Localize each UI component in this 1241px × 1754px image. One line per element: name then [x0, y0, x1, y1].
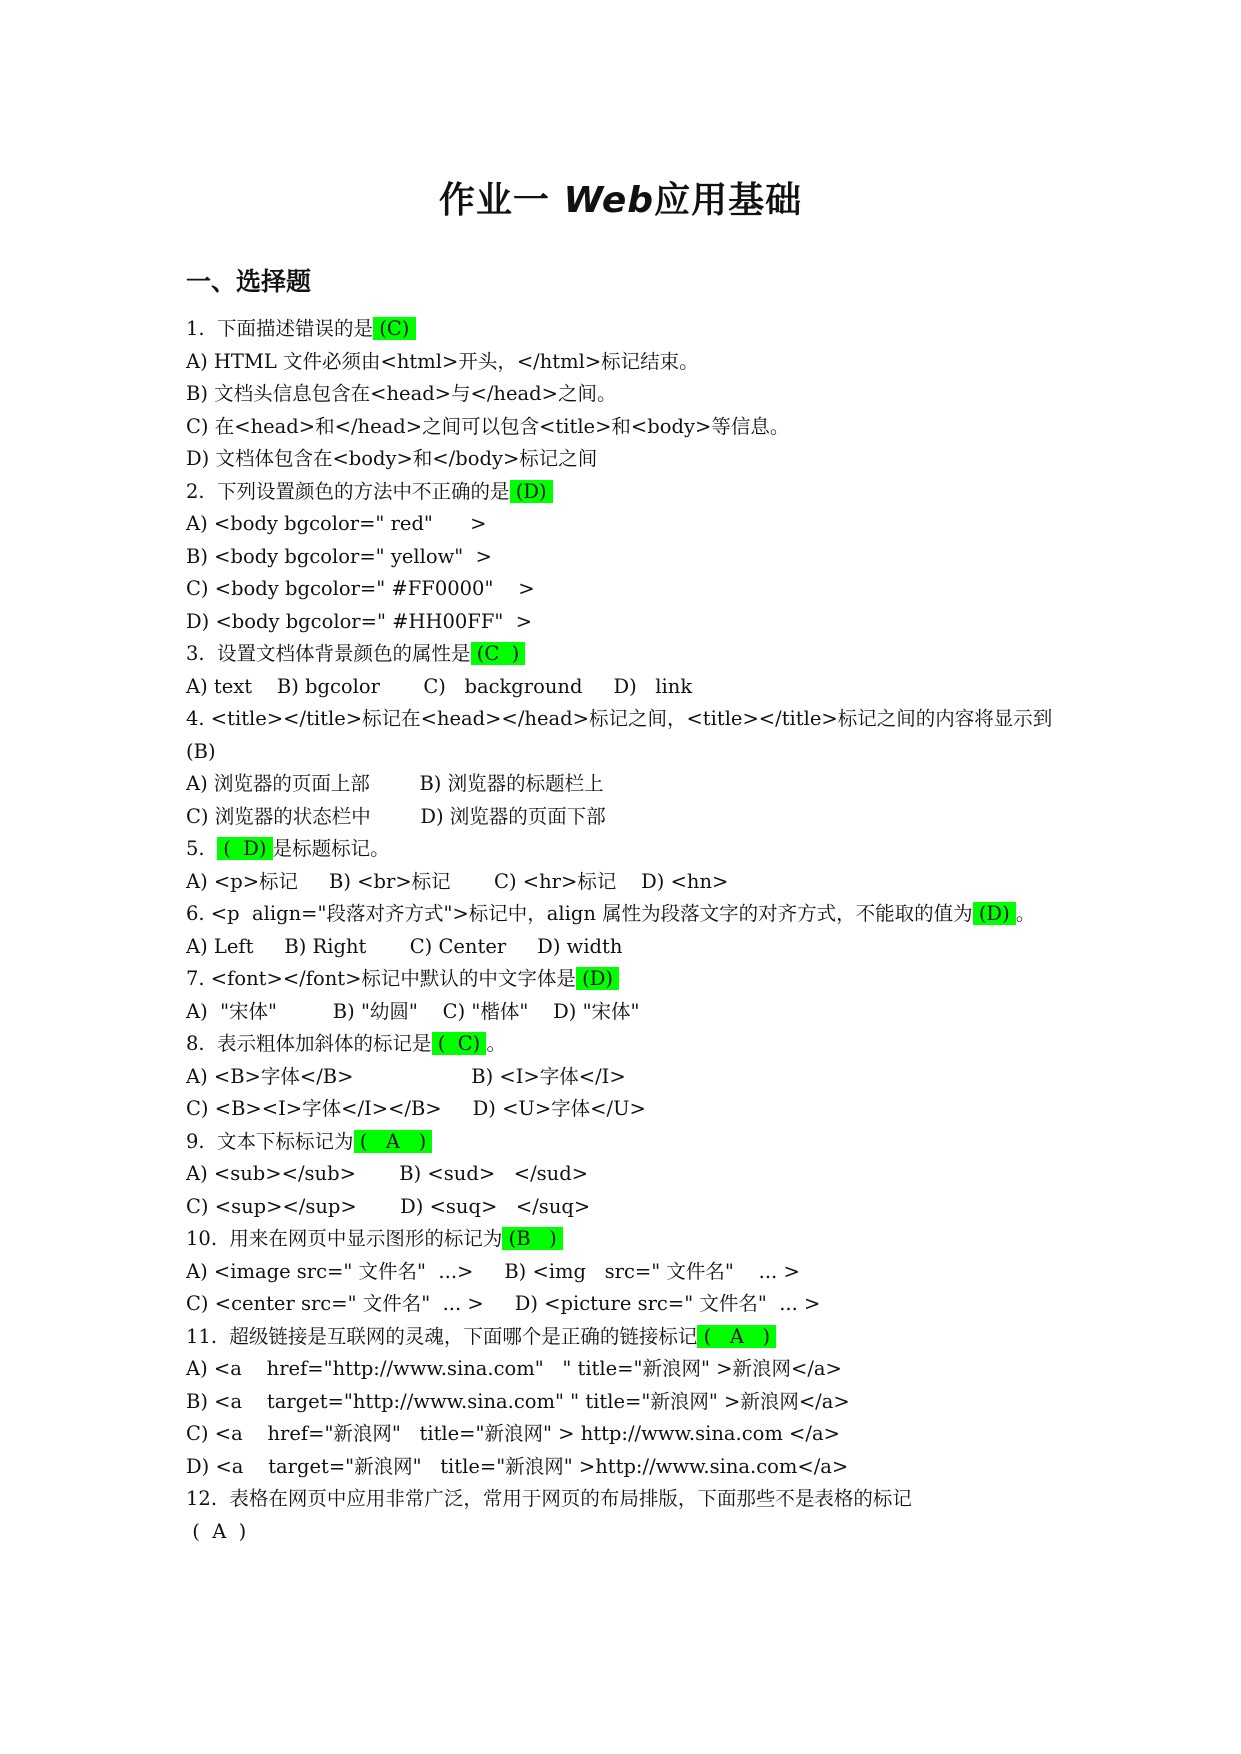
line-text: 11. 超级链接是互联网的灵魂，下面哪个是正确的链接标记: [186, 1324, 698, 1348]
question-line: [186, 801, 1066, 834]
question-line: [186, 1191, 1066, 1224]
line-text: B) <a target="http://www.sina.com" " title="新浪网" >新浪网</a>: [186, 1389, 850, 1413]
answer-highlight: (C ): [470, 642, 526, 665]
question-line: [186, 1093, 1066, 1126]
line-text: A) <p>标记 B) <br>标记 C) <hr>标记 D) <hn>: [186, 869, 729, 893]
line-text: 12. 表格在网页中应用非常广泛，常用于网页的布局排版，下面那些不是表格的标记: [186, 1487, 912, 1510]
question-line: [186, 1028, 1066, 1061]
line-text: A) <image src=" 文件名" ...> B) <img src=" 文件名" ... >: [186, 1259, 800, 1283]
question-line: [186, 996, 1066, 1029]
line-text: A) Left B) Right C) Center D) width: [186, 934, 623, 958]
line-text: 2. 下列设置颜色的方法中不正确的是: [186, 479, 510, 503]
page-title: [0, 172, 1241, 223]
answer-highlight: (C): [373, 317, 416, 340]
line-text: C) <a href="新浪网" title="新浪网" > http://www.sina.com </a>: [186, 1422, 840, 1445]
question-line: [186, 1256, 1066, 1289]
line-text: 1. 下面描述错误的是: [186, 317, 374, 340]
question-line: [186, 411, 1066, 444]
line-text: 10. 用来在网页中显示图形的标记为: [186, 1227, 503, 1250]
line-text: A) <body bgcolor=" red" >: [186, 512, 487, 535]
question-line: [186, 1288, 1066, 1321]
line-text: C) <body bgcolor=" #FF0000" >: [186, 577, 535, 600]
answer-highlight: ( C): [431, 1032, 487, 1055]
line-text: A) <B>字体</B> B) <I>字体</I>: [186, 1064, 626, 1088]
line-text: D) 文档体包含在<body>和</body>标记之间: [186, 447, 598, 470]
line-text: A) HTML 文件必须由<html>开头，</html>标记结束。: [186, 349, 699, 373]
line-suffix: 。: [486, 1032, 506, 1055]
question-list: [186, 313, 1066, 1548]
line-text: 6. <p align="段落对齐方式">标记中，align 属性为段落文字的对齐方式，不能取的值为: [186, 902, 973, 925]
line-text: ( A ): [186, 1519, 247, 1543]
answer-highlight: (B ): [502, 1227, 563, 1250]
question-line: [186, 866, 1066, 899]
line-text: A) text B) bgcolor C) background D) link: [186, 674, 693, 698]
line-text: 8. 表示粗体加斜体的标记是: [186, 1032, 432, 1055]
question-line: [186, 703, 1066, 768]
answer-highlight: (D): [972, 902, 1016, 925]
title-web: Web: [563, 180, 655, 221]
question-line: [186, 898, 1066, 931]
question-line: [186, 931, 1066, 964]
question-line: [186, 313, 1066, 346]
question-line: [186, 476, 1066, 509]
answer-highlight: (D): [575, 967, 620, 990]
line-text: 9. 文本下标标记为: [186, 1129, 354, 1153]
question-line: [186, 1321, 1066, 1354]
line-text: 7. <font></font>标记中默认的中文字体是: [186, 967, 576, 990]
question-line: [186, 671, 1066, 704]
line-text: A) <sub></sub> B) <sud> </sud>: [186, 1162, 589, 1185]
question-line: [186, 508, 1066, 541]
line-text: A) "宋体" B) "幼圆" C) "楷体" D) "宋体": [186, 999, 640, 1023]
line-text: C) 在<head>和</head>之间可以包含<title>和<body>等信息。: [186, 414, 790, 438]
question-line: [186, 1158, 1066, 1191]
line-text: D) <body bgcolor=" #HH00FF" >: [186, 609, 533, 633]
question-line: [186, 1223, 1066, 1256]
line-suffix: 是标题标记。: [272, 837, 390, 860]
section-heading: 一、选择题: [186, 267, 312, 296]
answer-highlight: ( D): [217, 837, 273, 860]
question-line: [186, 1483, 1066, 1516]
line-text: 3. 设置文档体背景颜色的属性是: [186, 642, 471, 665]
question-line: [186, 1353, 1066, 1386]
line-text: B) <body bgcolor=" yellow" >: [186, 544, 492, 568]
question-line: [186, 638, 1066, 671]
line-text: 4. <title></title>标记在<head></head>标记之间，<title></title>标记之间的内容将显示到 (B): [186, 707, 1059, 763]
line-text: A) 浏览器的页面上部 B) 浏览器的标题栏上: [186, 772, 604, 795]
question-line: [186, 541, 1066, 574]
question-line: [186, 833, 1066, 866]
question-line: [186, 1126, 1066, 1159]
title-suffix: 应用基础: [654, 180, 803, 221]
line-text: A) <a href="http://www.sina.com" " title="新浪网" >新浪网</a>: [186, 1357, 842, 1380]
title-prefix: 作业一: [438, 180, 564, 221]
question-line: [186, 1451, 1066, 1484]
line-text: C) <sup></sup> D) <suq> </suq>: [186, 1194, 591, 1218]
question-line: [186, 963, 1066, 996]
question-line: [186, 378, 1066, 411]
line-text: 5.: [186, 837, 218, 860]
line-text: C) <B><I>字体</I></B> D) <U>字体</U>: [186, 1097, 646, 1120]
line-suffix: 。: [1015, 902, 1036, 925]
question-line: [186, 443, 1066, 476]
answer-highlight: ( A ): [353, 1129, 433, 1153]
line-text: D) <a target="新浪网" title="新浪网" >http://www.sina.com</a>: [186, 1454, 849, 1478]
question-line: [186, 346, 1066, 379]
question-line: [186, 573, 1066, 606]
answer-highlight: (D): [509, 479, 553, 503]
answer-highlight: ( A ): [697, 1324, 777, 1348]
question-line: [186, 606, 1066, 639]
question-line: [186, 768, 1066, 801]
question-line: [186, 1386, 1066, 1419]
line-text: C) 浏览器的状态栏中 D) 浏览器的页面下部: [186, 804, 606, 828]
question-line: [186, 1061, 1066, 1094]
question-line: [186, 1418, 1066, 1451]
line-text: B) 文档头信息包含在<head>与</head>之间。: [186, 382, 617, 405]
line-text: C) <center src=" 文件名" ... > D) <picture src=" 文件名" ... >: [186, 1292, 821, 1315]
question-line: [186, 1516, 1066, 1549]
